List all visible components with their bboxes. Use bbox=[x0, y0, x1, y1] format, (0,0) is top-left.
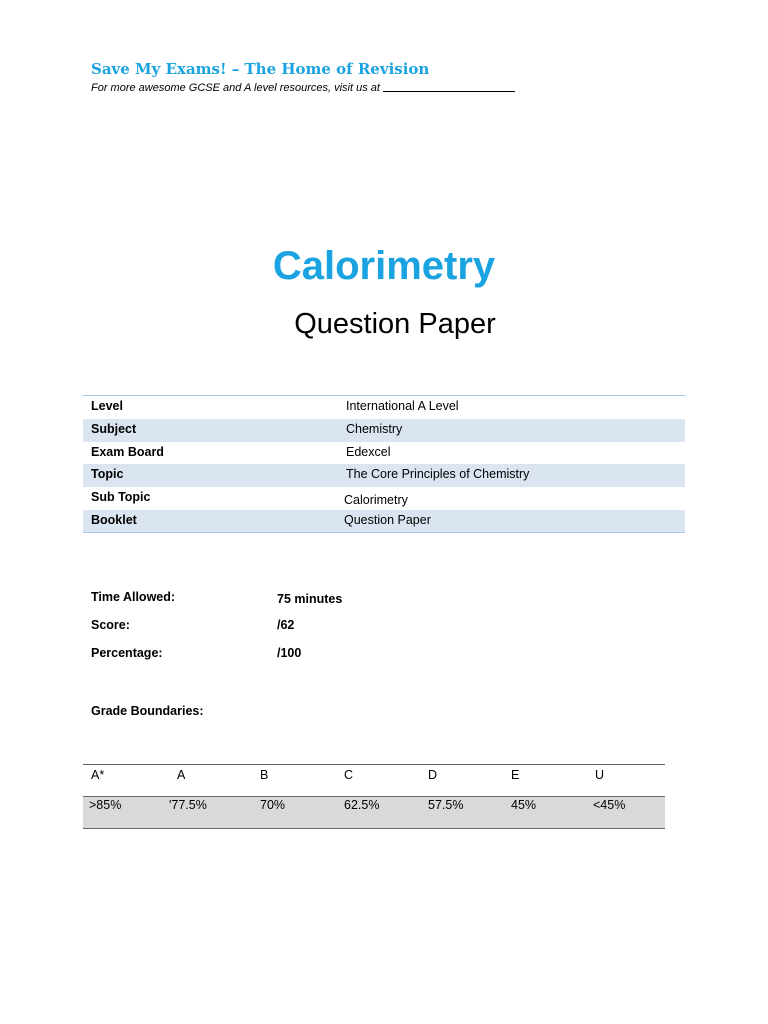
info-key: Sub Topic bbox=[91, 490, 151, 504]
stat-score bbox=[91, 618, 491, 646]
info-key: Subject bbox=[91, 422, 137, 436]
stat-time-allowed bbox=[91, 590, 491, 618]
grade-value: <45% bbox=[593, 798, 626, 812]
info-row-exam-board bbox=[83, 442, 685, 464]
info-value: Question Paper bbox=[344, 513, 431, 527]
info-value: Chemistry bbox=[346, 422, 403, 436]
info-key: Booklet bbox=[91, 513, 137, 527]
info-row-booklet bbox=[83, 510, 685, 532]
stat-value: /100 bbox=[277, 646, 302, 660]
stats-block bbox=[91, 590, 491, 674]
grade-value: >85% bbox=[89, 798, 122, 812]
grade-value: 62.5% bbox=[344, 798, 380, 812]
grade-letter: D bbox=[428, 768, 438, 782]
info-key: Level bbox=[91, 399, 123, 413]
grade-values-row bbox=[83, 796, 665, 829]
info-key: Exam Board bbox=[91, 445, 164, 459]
grade-letter: E bbox=[511, 768, 520, 782]
info-table bbox=[83, 395, 685, 533]
info-row-sub-topic bbox=[83, 487, 685, 510]
header-subtitle bbox=[91, 82, 515, 94]
grade-boundaries-table bbox=[83, 764, 665, 829]
document-subtitle: Question Paper bbox=[294, 308, 496, 340]
grade-value: 70% bbox=[260, 798, 286, 812]
header-title: Save My Exams! – The Home of Revision bbox=[91, 60, 430, 78]
info-value: Edexcel bbox=[346, 445, 391, 459]
grade-letter: B bbox=[260, 768, 269, 782]
grade-letter: U bbox=[595, 768, 605, 782]
document-title: Calorimetry bbox=[272, 244, 496, 288]
stat-value: 75 minutes bbox=[277, 592, 343, 606]
info-row-topic bbox=[83, 464, 685, 487]
info-key: Topic bbox=[91, 467, 124, 481]
stat-label: Score: bbox=[91, 618, 130, 632]
stat-percentage bbox=[91, 646, 491, 674]
grade-letters-row bbox=[83, 765, 665, 796]
grade-value: 57.5% bbox=[428, 798, 464, 812]
url-blank-line bbox=[383, 91, 515, 92]
grade-value: 45% bbox=[511, 798, 537, 812]
info-row-subject bbox=[83, 419, 685, 442]
info-value: International A Level bbox=[346, 399, 459, 413]
stat-label: Time Allowed: bbox=[91, 590, 176, 604]
grade-value: '77.5% bbox=[169, 798, 207, 812]
info-value: Calorimetry bbox=[344, 493, 408, 507]
grade-letter: A* bbox=[91, 768, 105, 782]
info-value: The Core Principles of Chemistry bbox=[346, 467, 530, 481]
info-row-level bbox=[83, 396, 685, 419]
grade-letter: C bbox=[344, 768, 354, 782]
grade-boundaries-label: Grade Boundaries: bbox=[91, 704, 204, 718]
grade-letter: A bbox=[177, 768, 186, 782]
header-subtitle-text: For more awesome GCSE and A level resources, visit us at bbox=[91, 82, 380, 94]
stat-label: Percentage: bbox=[91, 646, 163, 660]
stat-value: /62 bbox=[277, 618, 295, 632]
